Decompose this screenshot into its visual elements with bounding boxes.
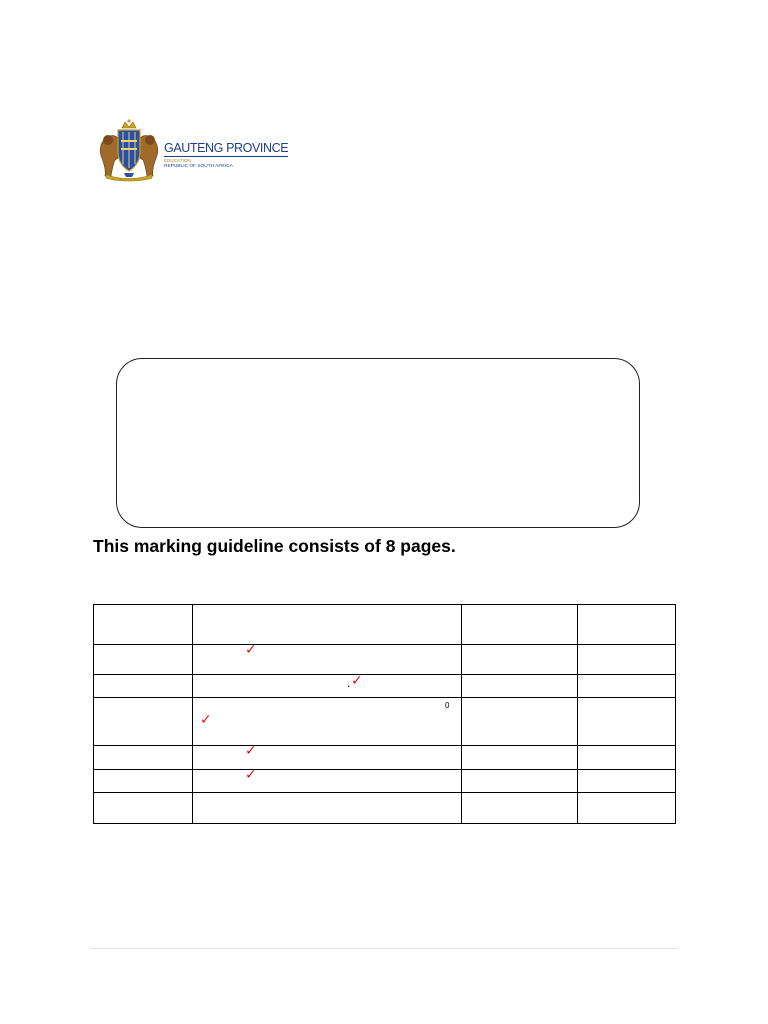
table-cell: [94, 770, 193, 793]
table-cell: [462, 675, 578, 698]
table-cell: [578, 770, 676, 793]
tick-mark-icon: ✓: [200, 712, 212, 728]
table-row: [94, 645, 676, 675]
table-cell: [578, 605, 676, 645]
pages-note: This marking guideline consists of 8 pages.: [93, 536, 456, 556]
table-cell: [462, 746, 578, 770]
table-cell: [193, 767, 462, 793]
logo-department: EDUCATION: [164, 157, 191, 163]
table-cell: [94, 746, 193, 770]
table-cell: [94, 793, 193, 824]
table-cell: [94, 605, 193, 645]
table-cell: [462, 645, 578, 675]
dot-mark: .: [347, 676, 351, 690]
gauteng-logo: [96, 118, 289, 182]
table-row: [94, 793, 676, 824]
table-row: [94, 746, 676, 770]
superscript-mark: 0: [445, 701, 450, 710]
table-cell: [462, 793, 578, 824]
logo-text: [164, 142, 288, 170]
table-cell: [94, 675, 193, 698]
table-cell: [578, 793, 676, 824]
table-cell: [94, 698, 193, 746]
logo-title: GAUTENG PROVINCE: [164, 141, 289, 155]
table-cell: [578, 645, 676, 675]
tick-mark-icon: ✓: [351, 673, 363, 689]
table-cell: [193, 605, 462, 645]
tick-mark-icon: ✓: [245, 642, 257, 658]
table-row: [94, 605, 676, 645]
logo-country: REPUBLIC OF SOUTH AFRICA: [164, 164, 233, 170]
table-cell: [462, 770, 578, 793]
coat-of-arms-icon: [96, 118, 162, 182]
table-cell: [94, 645, 193, 675]
table-cell: [578, 746, 676, 770]
table-row: [94, 698, 676, 746]
table-cell: [578, 698, 676, 746]
tick-mark-icon: ✓: [245, 743, 257, 759]
table-cell: [193, 675, 462, 698]
table-row: [94, 770, 676, 793]
title-box: [116, 358, 640, 528]
table-cell: [193, 642, 462, 675]
table-cell: [193, 698, 462, 746]
marking-table: [93, 604, 676, 824]
footer-divider: [90, 948, 678, 949]
table-cell: [578, 675, 676, 698]
tick-mark-icon: ✓: [245, 767, 257, 783]
table-cell: [193, 743, 462, 770]
table-cell: [193, 793, 462, 824]
table-cell: [462, 605, 578, 645]
table-cell: [462, 698, 578, 746]
table-row: [94, 675, 676, 698]
